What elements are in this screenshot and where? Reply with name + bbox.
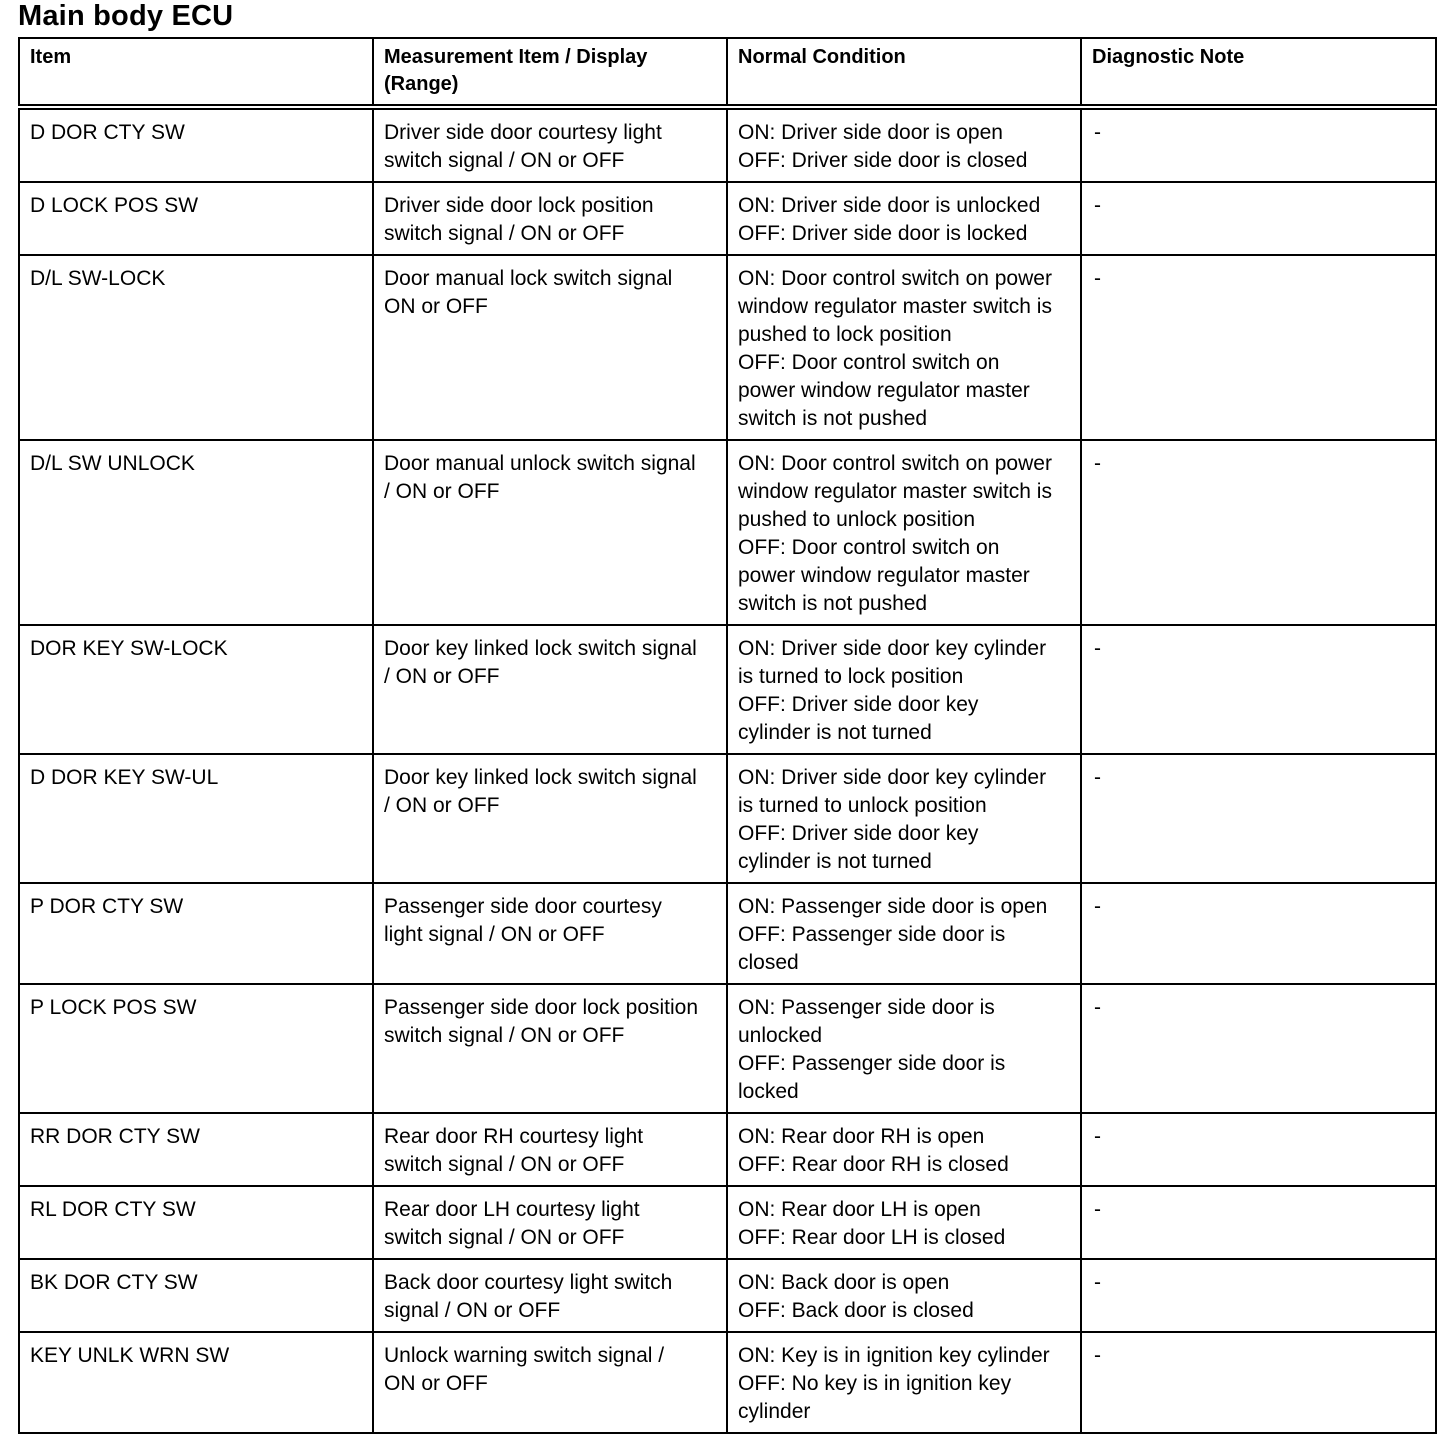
cell-diagnostic-note: - <box>1081 625 1436 754</box>
ecu-data-table <box>18 37 1437 1434</box>
table-body <box>19 107 1436 1433</box>
table-header <box>19 38 1436 107</box>
cell-measurement: Rear door LH courtesy light switch signal / ON or OFF <box>373 1186 727 1259</box>
table-row <box>19 883 1436 984</box>
cell-item: P DOR CTY SW <box>19 883 373 984</box>
cell-diagnostic-note: - <box>1081 883 1436 984</box>
cell-measurement: Driver side door courtesy light switch signal / ON or OFF <box>373 107 727 182</box>
cell-item: D DOR CTY SW <box>19 107 373 182</box>
cell-normal-condition: ON: Driver side door key cylinder is turned to unlock position OFF: Driver side door key cylinder is not turned <box>727 754 1081 883</box>
cell-normal-condition: ON: Driver side door is unlocked OFF: Driver side door is locked <box>727 182 1081 255</box>
column-header-normal-condition: Normal Condition <box>727 38 1081 107</box>
cell-normal-condition: ON: Door control switch on power window regulator master switch is pushed to lock position OFF: Door control switch on power window regulator master switch is not pushed <box>727 255 1081 440</box>
table-row <box>19 255 1436 440</box>
cell-measurement: Rear door RH courtesy light switch signal / ON or OFF <box>373 1113 727 1186</box>
cell-measurement: Door key linked lock switch signal / ON or OFF <box>373 625 727 754</box>
cell-measurement: Back door courtesy light switch signal / ON or OFF <box>373 1259 727 1332</box>
cell-normal-condition: ON: Rear door LH is open OFF: Rear door LH is closed <box>727 1186 1081 1259</box>
cell-normal-condition: ON: Key is in ignition key cylinder OFF: No key is in ignition key cylinder <box>727 1332 1081 1433</box>
table-row <box>19 754 1436 883</box>
cell-diagnostic-note: - <box>1081 255 1436 440</box>
cell-item: D DOR KEY SW-UL <box>19 754 373 883</box>
cell-normal-condition: ON: Passenger side door is open OFF: Passenger side door is closed <box>727 883 1081 984</box>
cell-diagnostic-note: - <box>1081 1259 1436 1332</box>
cell-item: D LOCK POS SW <box>19 182 373 255</box>
cell-measurement: Passenger side door lock position switch signal / ON or OFF <box>373 984 727 1113</box>
cell-normal-condition: ON: Driver side door is open OFF: Driver side door is closed <box>727 107 1081 182</box>
cell-measurement: Unlock warning switch signal / ON or OFF <box>373 1332 727 1433</box>
cell-measurement: Driver side door lock position switch signal / ON or OFF <box>373 182 727 255</box>
cell-item: RR DOR CTY SW <box>19 1113 373 1186</box>
column-header-item: Item <box>19 38 373 107</box>
cell-item: KEY UNLK WRN SW <box>19 1332 373 1433</box>
table-row <box>19 1259 1436 1332</box>
cell-measurement: Door manual unlock switch signal / ON or OFF <box>373 440 727 625</box>
cell-diagnostic-note: - <box>1081 107 1436 182</box>
table-row <box>19 1332 1436 1433</box>
table-row <box>19 107 1436 182</box>
cell-diagnostic-note: - <box>1081 440 1436 625</box>
cell-item: DOR KEY SW-LOCK <box>19 625 373 754</box>
cell-diagnostic-note: - <box>1081 984 1436 1113</box>
cell-diagnostic-note: - <box>1081 754 1436 883</box>
cell-diagnostic-note: - <box>1081 1332 1436 1433</box>
table-row <box>19 440 1436 625</box>
cell-item: BK DOR CTY SW <box>19 1259 373 1332</box>
cell-item: D/L SW UNLOCK <box>19 440 373 625</box>
cell-normal-condition: ON: Rear door RH is open OFF: Rear door RH is closed <box>727 1113 1081 1186</box>
table-row <box>19 182 1436 255</box>
cell-diagnostic-note: - <box>1081 1186 1436 1259</box>
column-header-diagnostic-note: Diagnostic Note <box>1081 38 1436 107</box>
cell-normal-condition: ON: Passenger side door is unlocked OFF: Passenger side door is locked <box>727 984 1081 1113</box>
cell-measurement: Door manual lock switch signal ON or OFF <box>373 255 727 440</box>
cell-measurement: Door key linked lock switch signal / ON or OFF <box>373 754 727 883</box>
table-row <box>19 984 1436 1113</box>
cell-normal-condition: ON: Door control switch on power window regulator master switch is pushed to unlock position OFF: Door control switch on power window regulator master switch is not pushed <box>727 440 1081 625</box>
cell-item: D/L SW-LOCK <box>19 255 373 440</box>
cell-normal-condition: ON: Driver side door key cylinder is turned to lock position OFF: Driver side door key cylinder is not turned <box>727 625 1081 754</box>
column-header-measurement: Measurement Item / Display (Range) <box>373 38 727 107</box>
header-row <box>19 38 1436 107</box>
cell-measurement: Passenger side door courtesy light signal / ON or OFF <box>373 883 727 984</box>
cell-normal-condition: ON: Back door is open OFF: Back door is closed <box>727 1259 1081 1332</box>
cell-diagnostic-note: - <box>1081 182 1436 255</box>
cell-diagnostic-note: - <box>1081 1113 1436 1186</box>
table-row <box>19 625 1436 754</box>
cell-item: RL DOR CTY SW <box>19 1186 373 1259</box>
page-title: Main body ECU <box>18 0 234 32</box>
table-row <box>19 1186 1436 1259</box>
cell-item: P LOCK POS SW <box>19 984 373 1113</box>
table-row <box>19 1113 1436 1186</box>
